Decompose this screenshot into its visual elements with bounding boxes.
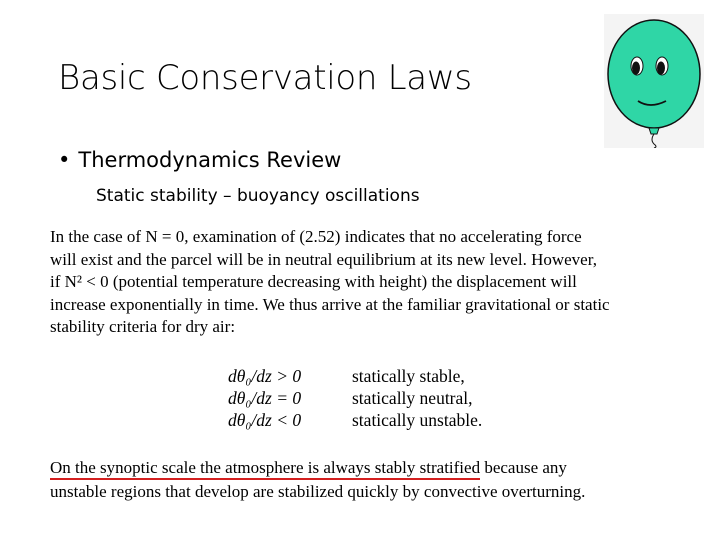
criterion-description: statically unstable. bbox=[352, 410, 483, 430]
criterion-description: statically neutral, bbox=[352, 388, 473, 408]
slide-title: Basic Conservation Laws bbox=[58, 58, 472, 98]
textbook-paragraph bbox=[50, 226, 678, 339]
balloon-face-icon bbox=[604, 14, 704, 148]
criterion-expression: dθ₀/dz > 0 bbox=[228, 366, 302, 386]
criterion-row bbox=[228, 365, 482, 387]
paragraph-line: if N² < 0 (potential temperature decreasing with height) the displacement will bbox=[50, 272, 577, 291]
closing-line: unstable regions that develop are stabilized quickly by convective overturning. bbox=[50, 482, 586, 501]
paragraph-line: will exist and the parcel will be in neutral equilibrium at its new level. However, bbox=[50, 249, 597, 269]
stability-criteria bbox=[228, 365, 482, 431]
criterion-expression: dθ₀/dz = 0 bbox=[228, 388, 302, 408]
bullet-dot-icon: • bbox=[58, 148, 71, 172]
bullet-thermodynamics bbox=[58, 148, 341, 172]
paragraph-line: In the case of N = 0, examination of (2.52) indicates that no accelerating force bbox=[50, 227, 582, 246]
criterion-expression: dθ₀/dz < 0 bbox=[228, 410, 302, 430]
underlined-emphasis: On the synoptic scale the atmosphere is always stably stratified bbox=[50, 458, 480, 480]
closing-line-rest: because any bbox=[480, 458, 567, 477]
paragraph-line: stability criteria for dry air: bbox=[50, 317, 236, 336]
paragraph-line: increase exponentially in time. We thus arrive at the familiar gravitational or static bbox=[50, 294, 610, 314]
closing-line bbox=[50, 456, 678, 480]
closing-paragraph bbox=[50, 456, 678, 504]
criterion-row bbox=[228, 387, 482, 409]
criterion-row bbox=[228, 409, 482, 431]
subbullet-static-stability: Static stability – buoyancy oscillations bbox=[96, 186, 420, 206]
criterion-description: statically stable, bbox=[352, 366, 465, 386]
bullet-text: Thermodynamics Review bbox=[78, 148, 342, 172]
